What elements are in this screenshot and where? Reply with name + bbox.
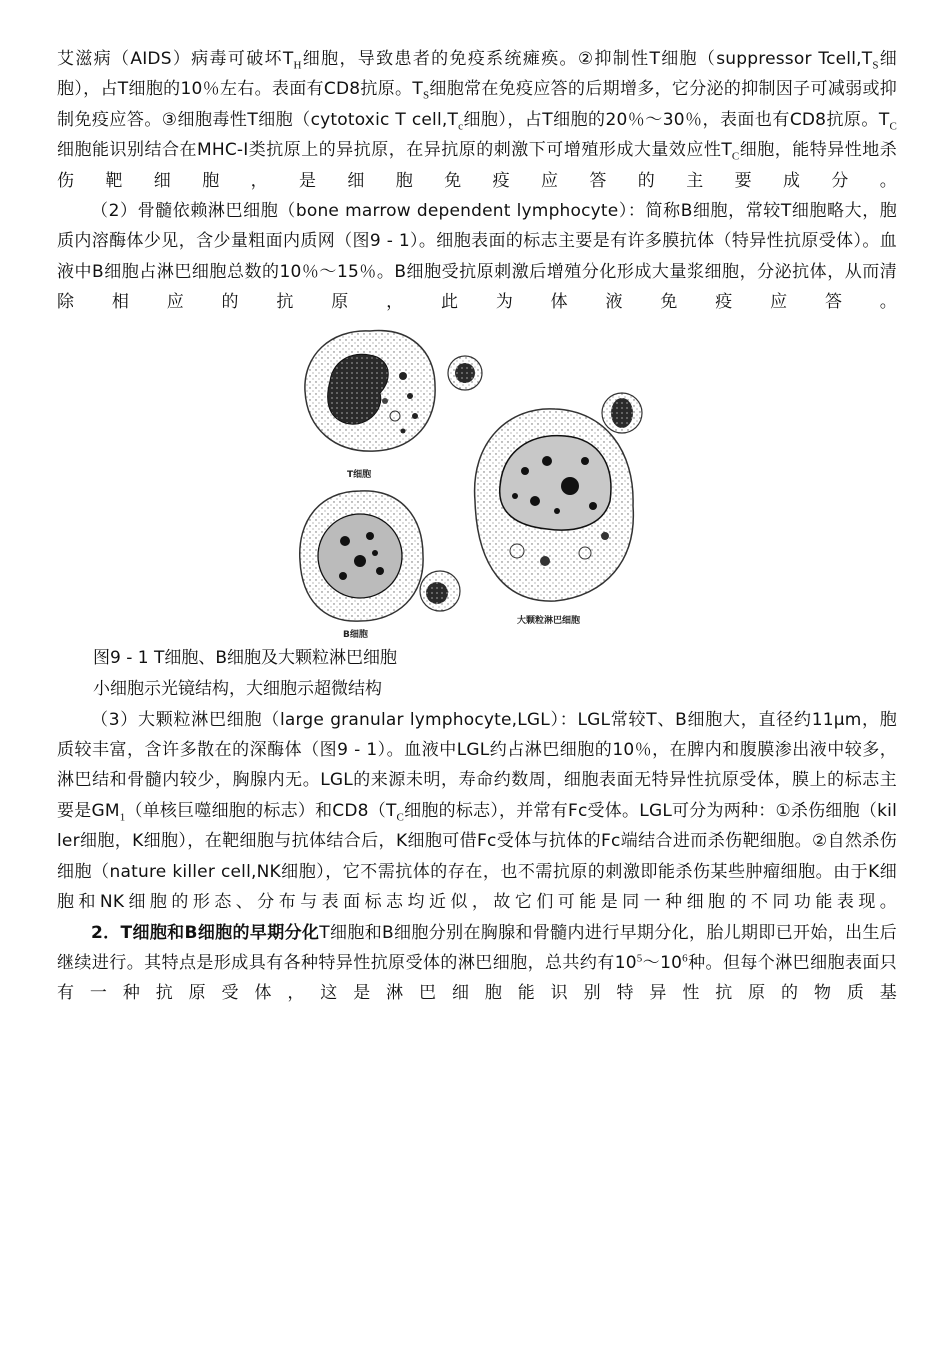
subscript: S: [422, 89, 430, 102]
label-t-cell: T细胞: [347, 469, 372, 480]
text-run: 细胞的标志），并常有Fc受体。LGL可分为两种：①杀伤细胞（killer细胞，K细胞），在靶细胞与抗体结合后，K细胞可借Fc受体与抗体的Fc端结合进而杀伤靶细胞。②自然杀伤细胞（nature killer cell,NK细胞），它不需抗体的存在，也不需抗原的刺激即能杀伤某些肿瘤细胞。由于K细胞和NK细胞的形态、分布与表面标志均近似，故它们可能是同一种细胞的不同功能表现。: [57, 800, 897, 913]
superscript: 5: [636, 952, 643, 965]
figure-caption: 图9 - 1 T细胞、B细胞及大颗粒淋巴细胞: [93, 647, 398, 668]
small-cell-drawing: [602, 393, 642, 433]
figure-lymphocytes: [285, 321, 645, 643]
subscript: c: [458, 120, 464, 133]
subscript: C: [889, 120, 897, 133]
text-run: 种。但每个淋巴细胞表面只有一种抗原受体，这是淋巴细胞能识别特异性抗原的物质基: [57, 952, 898, 1004]
text-run: （3）大颗粒淋巴细胞（large granular lymphocyte,LGL）：LGL常较T、B细胞大，直径约11μm，胞质较丰富，含许多散在的深酶体（图9 - 1）。血液中LGL约占淋巴细胞的10％，在脾内和腹膜渗出液中较多，淋巴结和骨髓内较少，胸腺内无。LGL的来源未明，寿命约数周，细胞表面无特异性抗原受体，膜上的标志主要是GM: [57, 709, 897, 821]
text-run: 细胞，导致患者的免疫系统瘫痪。②抑制性T细胞（suppressor Tcell,T: [301, 49, 873, 69]
text-run: ～10: [642, 952, 683, 973]
subscript: 1: [119, 811, 126, 824]
text-run: （单核巨噬细胞的标志）和CD8（T: [125, 800, 397, 821]
small-cell-drawing: [420, 571, 460, 611]
subscript: S: [872, 59, 879, 72]
text-run: T细胞和B细胞分别在胸腺和骨髓内进行早期分化，胎儿期即已开始，出生后继续进行。其特点是形成具有各种特异性抗原受体的淋巴细胞，总共约有10: [57, 922, 897, 973]
section-heading: 2．T细胞和B细胞的早期分化: [91, 922, 320, 943]
subscript: C: [731, 150, 740, 163]
figure-subcaption: 小细胞示光镜结构，大细胞示超微结构: [93, 678, 382, 699]
small-cell-drawing: [448, 356, 482, 390]
label-lgl: 大颗粒淋巴细胞: [517, 615, 581, 626]
document-page: [57, 44, 897, 1009]
text-run: 细胞），占T细胞的10％左右。表面有CD8抗原。T: [57, 49, 897, 100]
text-run: 细胞），占T细胞的20％～30％，表面也有CD8抗原。T: [463, 109, 890, 130]
label-b-cell: B细胞: [343, 629, 368, 640]
lymphocyte-illustration: [285, 321, 645, 643]
superscript: 6: [682, 952, 688, 965]
paragraph-b-cells: （2）骨髓依赖淋巴细胞（bone marrow dependent lymphocyte）：简称B细胞，常较T细胞略大，胞质内溶酶体少见，含少量粗面内质网（图9 - 1）。细胞表面的标志主要是有许多膜抗体（特异性抗原受体）。血液中B细胞占淋巴细胞总数的10％～15％。B细胞受抗原刺激后增殖分化形成大量浆细胞，分泌抗体，从而清除相应的抗原，此为体液免疫应答。: [57, 201, 897, 313]
paragraph-lgl: [57, 705, 897, 918]
text-run: 细胞，能特异性地杀伤靶细胞，是细胞免疫应答的主要成分。: [57, 140, 897, 191]
text-run: 细胞能识别结合在MHC-I类抗原上的异抗原，在异抗原的刺激下可增殖形成大量效应性T: [57, 140, 732, 161]
paragraph-early-differentiation: [57, 918, 897, 1009]
subscript: C: [396, 811, 405, 824]
text-run: 细胞常在免疫应答的后期增多，它分泌的抑制因子可减弱或抑制免疫应答。③细胞毒性T细胞（cytotoxic T cell,T: [57, 79, 897, 130]
paragraph-t-cells: [57, 44, 897, 196]
b-cell-drawing: [300, 491, 423, 621]
t-cell-drawing: [305, 330, 435, 451]
subscript: H: [293, 59, 302, 72]
lgl-cell-drawing: [475, 408, 634, 600]
text-run: 艾滋病（AIDS）病毒可破坏T: [57, 49, 294, 69]
